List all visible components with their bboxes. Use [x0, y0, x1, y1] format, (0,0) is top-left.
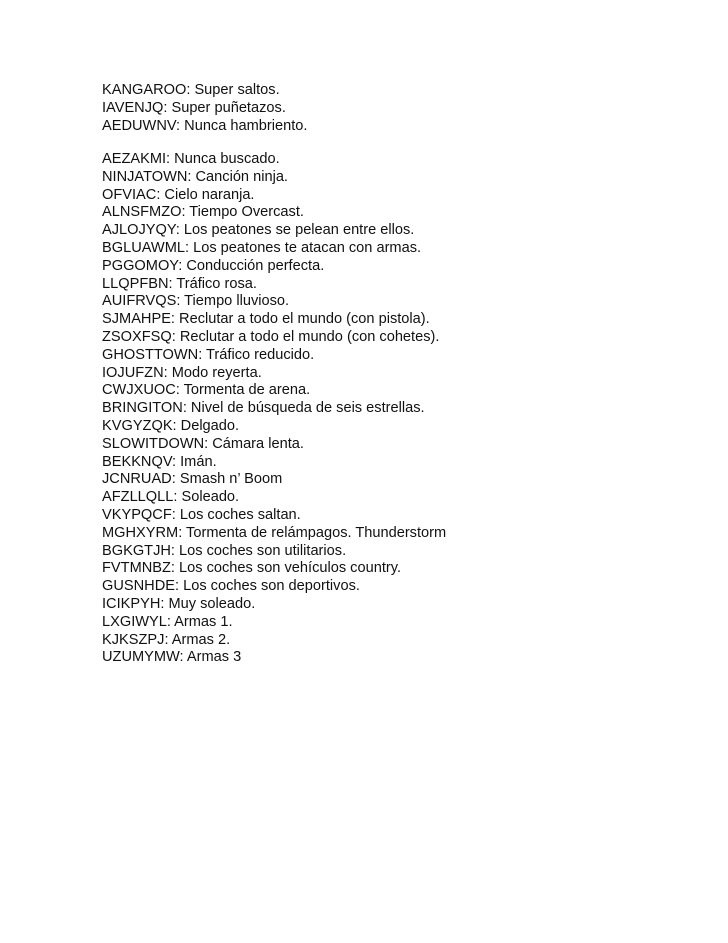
cheat-line: UZUMYMW: Armas 3 [102, 649, 242, 666]
cheat-line: AJLOJYQY: Los peatones se pelean entre ellos. [102, 222, 415, 239]
cheat-line: IAVENJQ: Super puñetazos. [102, 99, 286, 116]
cheat-line: ALNSFMZO: Tiempo Overcast. [102, 204, 304, 221]
cheat-line: VKYPQCF: Los coches saltan. [102, 506, 301, 523]
cheat-line: SJMAHPE: Reclutar a todo el mundo (con pistola). [102, 311, 430, 328]
cheat-line: FVTMNBZ: Los coches son vehículos country. [102, 560, 402, 577]
cheat-line: LXGIWYL: Armas 1. [102, 613, 233, 630]
cheat-line: AEZAKMI: Nunca buscado. [102, 151, 280, 167]
cheat-line: JCNRUAD: Smash n’ Boom [102, 471, 283, 488]
cheat-line: ZSOXFSQ: Reclutar a todo el mundo (con cohetes). [102, 328, 440, 345]
cheat-line: MGHXYRM: Tormenta de relámpagos. Thunderstorm [102, 524, 447, 541]
cheat-line: IOJUFZN: Modo reyerta. [102, 364, 262, 381]
cheat-line: LLQPFBN: Tráfico rosa. [102, 275, 257, 292]
cheat-list-block-1 [102, 82, 662, 135]
cheat-line: ICIKPYH: Muy soleado. [102, 595, 256, 612]
cheat-list-block-2 [102, 151, 662, 667]
cheat-line: AFZLLQLL: Soleado. [102, 489, 240, 506]
cheat-line: KJKSZPJ: Armas 2. [102, 631, 231, 648]
cheat-line: AUIFRVQS: Tiempo lluvioso. [102, 293, 290, 310]
cheat-line: NINJATOWN: Canción ninja. [102, 168, 288, 185]
cheat-line: BGLUAWML: Los peatones te atacan con armas. [102, 239, 422, 256]
cheat-line: KANGAROO: Super saltos. [102, 82, 280, 98]
cheat-line: GUSNHDE: Los coches son deportivos. [102, 578, 360, 595]
cheat-line: BEKKNQV: Imán. [102, 453, 217, 470]
cheat-line: CWJXUOC: Tormenta de arena. [102, 382, 311, 399]
cheat-line: AEDUWNV: Nunca hambriento. [102, 117, 308, 134]
cheat-line: GHOSTTOWN: Tráfico reducido. [102, 346, 315, 363]
cheat-line: OFVIAC: Cielo naranja. [102, 186, 255, 203]
cheat-line: KVGYZQK: Delgado. [102, 417, 240, 434]
cheat-line: SLOWITDOWN: Cámara lenta. [102, 435, 304, 452]
cheat-line: PGGOMOY: Conducción perfecta. [102, 257, 325, 274]
cheat-line: BRINGITON: Nivel de búsqueda de seis estrellas. [102, 400, 425, 417]
cheat-line: BGKGTJH: Los coches son utilitarios. [102, 542, 347, 559]
